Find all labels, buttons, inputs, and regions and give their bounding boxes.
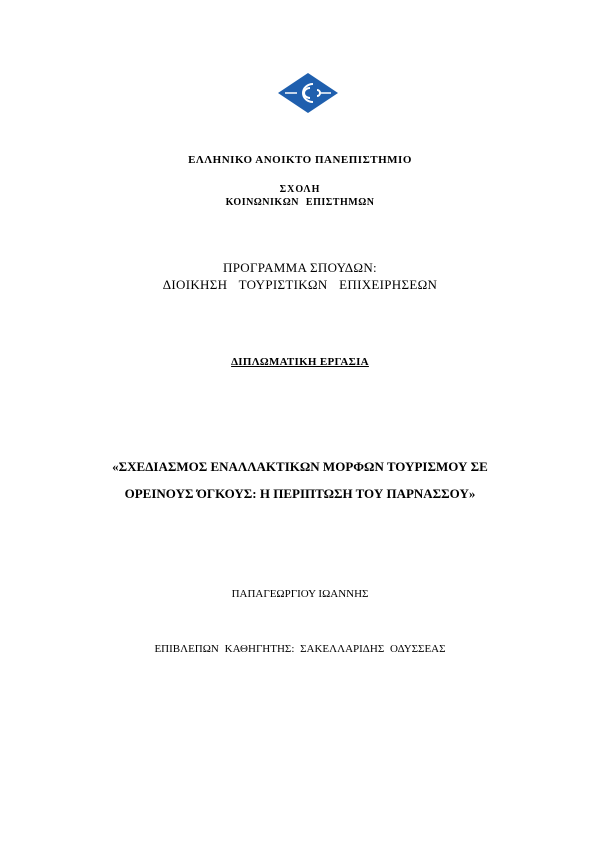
document-type: ΔΙΠΛΩΜΑΤΙΚΗ ΕΡΓΑΣΙΑ (231, 356, 369, 368)
program-name: ΔΙΟΙΚΗΣΗ ΤΟΥΡΙΣΤΙΚΩΝ ΕΠΙΧΕΙΡΗΣΕΩΝ (162, 277, 438, 292)
thesis-title-line-2: ΟΡΕΙΝΟΥΣ ΌΓΚΟΥΣ: Η ΠΕΡΙΠΤΩΣΗ ΤΟΥ ΠΑΡΝΑΣΣΟΥ» (124, 486, 476, 501)
school-label: ΣΧΟΛΗ (279, 184, 321, 195)
university-logo-icon (277, 72, 339, 114)
university-name: ΕΛΛΗΝΙΚΟ ΑΝΟΙΚΤΟ ΠΑΝΕΠΙΣΤΗΜΙΟ (188, 154, 412, 166)
school-name: ΚΟΙΝΩΝΙΚΩΝ ΕΠΙΣΤΗΜΩΝ (225, 197, 375, 208)
thesis-title-line-1: «ΣΧΕΔΙΑΣΜΟΣ ΕΝΑΛΛΑΚΤΙΚΩΝ ΜΟΡΦΩΝ ΤΟΥΡΙΣΜΟΥ ΣΕ (112, 459, 488, 474)
supervisor: ΕΠΙΒΛΕΠΩΝ ΚΑΘΗΓΗΤΗΣ: ΣΑΚΕΛΛΑΡΙΔΗΣ ΟΔΥΣΣΕΑΣ (154, 643, 446, 655)
author-name: ΠΑΠΑΓΕΩΡΓΙΟΥ ΙΩΑΝΝΗΣ (231, 588, 369, 600)
program-label: ΠΡΟΓΡΑΜΜΑ ΣΠΟΥΔΩΝ: (223, 260, 377, 275)
